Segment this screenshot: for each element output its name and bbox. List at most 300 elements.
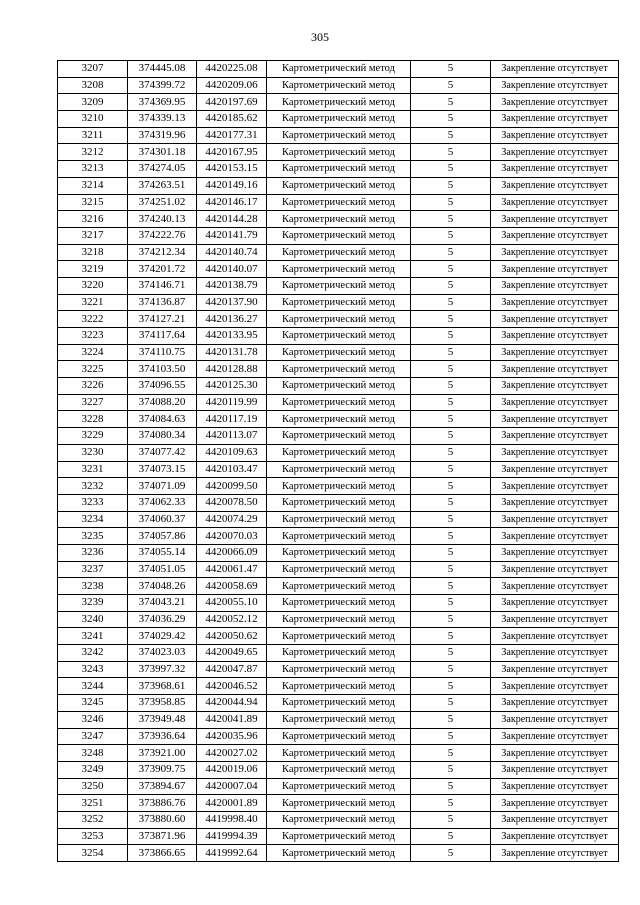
accuracy-cell: 5 bbox=[411, 461, 491, 478]
x-coordinate-cell: 374263.51 bbox=[128, 177, 197, 194]
point-number-cell: 3226 bbox=[58, 378, 128, 395]
table-row bbox=[58, 595, 619, 612]
point-number-cell: 3254 bbox=[58, 845, 128, 862]
y-coordinate-cell: 4420103.47 bbox=[197, 461, 267, 478]
method-cell: Картометрический метод bbox=[267, 628, 411, 645]
x-coordinate-cell: 374127.21 bbox=[128, 311, 197, 328]
point-number-cell: 3231 bbox=[58, 461, 128, 478]
fixation-cell: Закрепление отсутствует bbox=[491, 678, 619, 695]
fixation-cell: Закрепление отсутствует bbox=[491, 444, 619, 461]
point-number-cell: 3246 bbox=[58, 711, 128, 728]
table-row bbox=[58, 494, 619, 511]
table-row bbox=[58, 611, 619, 628]
point-number-cell: 3243 bbox=[58, 661, 128, 678]
y-coordinate-cell: 4420185.62 bbox=[197, 111, 267, 128]
x-coordinate-cell: 374051.05 bbox=[128, 561, 197, 578]
y-coordinate-cell: 4420019.06 bbox=[197, 761, 267, 778]
y-coordinate-cell: 4420141.79 bbox=[197, 227, 267, 244]
y-coordinate-cell: 4420153.15 bbox=[197, 161, 267, 178]
y-coordinate-cell: 4419992.64 bbox=[197, 845, 267, 862]
point-number-cell: 3241 bbox=[58, 628, 128, 645]
fixation-cell: Закрепление отсутствует bbox=[491, 795, 619, 812]
point-number-cell: 3222 bbox=[58, 311, 128, 328]
method-cell: Картометрический метод bbox=[267, 194, 411, 211]
table-row bbox=[58, 795, 619, 812]
method-cell: Картометрический метод bbox=[267, 795, 411, 812]
point-number-cell: 3212 bbox=[58, 144, 128, 161]
table-row bbox=[58, 211, 619, 228]
x-coordinate-cell: 374251.02 bbox=[128, 194, 197, 211]
point-number-cell: 3230 bbox=[58, 444, 128, 461]
method-cell: Картометрический метод bbox=[267, 578, 411, 595]
table-row bbox=[58, 828, 619, 845]
y-coordinate-cell: 4420058.69 bbox=[197, 578, 267, 595]
point-number-cell: 3248 bbox=[58, 745, 128, 762]
x-coordinate-cell: 374369.95 bbox=[128, 94, 197, 111]
point-number-cell: 3233 bbox=[58, 494, 128, 511]
table-row bbox=[58, 378, 619, 395]
accuracy-cell: 5 bbox=[411, 161, 491, 178]
accuracy-cell: 5 bbox=[411, 227, 491, 244]
point-number-cell: 3245 bbox=[58, 695, 128, 712]
y-coordinate-cell: 4420133.95 bbox=[197, 328, 267, 345]
accuracy-cell: 5 bbox=[411, 394, 491, 411]
y-coordinate-cell: 4420044.94 bbox=[197, 695, 267, 712]
method-cell: Картометрический метод bbox=[267, 311, 411, 328]
method-cell: Картометрический метод bbox=[267, 845, 411, 862]
point-number-cell: 3234 bbox=[58, 511, 128, 528]
fixation-cell: Закрепление отсутствует bbox=[491, 378, 619, 395]
fixation-cell: Закрепление отсутствует bbox=[491, 778, 619, 795]
x-coordinate-cell: 373958.85 bbox=[128, 695, 197, 712]
method-cell: Картометрический метод bbox=[267, 661, 411, 678]
method-cell: Картометрический метод bbox=[267, 144, 411, 161]
y-coordinate-cell: 4420209.06 bbox=[197, 77, 267, 94]
point-number-cell: 3218 bbox=[58, 244, 128, 261]
point-number-cell: 3208 bbox=[58, 77, 128, 94]
method-cell: Картометрический метод bbox=[267, 328, 411, 345]
x-coordinate-cell: 374096.55 bbox=[128, 378, 197, 395]
fixation-cell: Закрепление отсутствует bbox=[491, 544, 619, 561]
accuracy-cell: 5 bbox=[411, 494, 491, 511]
point-number-cell: 3213 bbox=[58, 161, 128, 178]
table-row bbox=[58, 227, 619, 244]
x-coordinate-cell: 374212.34 bbox=[128, 244, 197, 261]
fixation-cell: Закрепление отсутствует bbox=[491, 311, 619, 328]
point-number-cell: 3221 bbox=[58, 294, 128, 311]
table-row bbox=[58, 344, 619, 361]
accuracy-cell: 5 bbox=[411, 194, 491, 211]
fixation-cell: Закрепление отсутствует bbox=[491, 628, 619, 645]
method-cell: Картометрический метод bbox=[267, 461, 411, 478]
point-number-cell: 3228 bbox=[58, 411, 128, 428]
point-number-cell: 3238 bbox=[58, 578, 128, 595]
fixation-cell: Закрепление отсутствует bbox=[491, 828, 619, 845]
point-number-cell: 3211 bbox=[58, 127, 128, 144]
fixation-cell: Закрепление отсутствует bbox=[491, 428, 619, 445]
point-number-cell: 3242 bbox=[58, 645, 128, 662]
method-cell: Картометрический метод bbox=[267, 494, 411, 511]
fixation-cell: Закрепление отсутствует bbox=[491, 127, 619, 144]
x-coordinate-cell: 373968.61 bbox=[128, 678, 197, 695]
x-coordinate-cell: 374240.13 bbox=[128, 211, 197, 228]
table-row bbox=[58, 528, 619, 545]
y-coordinate-cell: 4419994.39 bbox=[197, 828, 267, 845]
accuracy-cell: 5 bbox=[411, 595, 491, 612]
table-row bbox=[58, 411, 619, 428]
point-number-cell: 3215 bbox=[58, 194, 128, 211]
y-coordinate-cell: 4420049.65 bbox=[197, 645, 267, 662]
accuracy-cell: 5 bbox=[411, 745, 491, 762]
x-coordinate-cell: 374399.72 bbox=[128, 77, 197, 94]
accuracy-cell: 5 bbox=[411, 795, 491, 812]
y-coordinate-cell: 4420050.62 bbox=[197, 628, 267, 645]
point-number-cell: 3227 bbox=[58, 394, 128, 411]
fixation-cell: Закрепление отсутствует bbox=[491, 161, 619, 178]
fixation-cell: Закрепление отсутствует bbox=[491, 244, 619, 261]
y-coordinate-cell: 4420137.90 bbox=[197, 294, 267, 311]
accuracy-cell: 5 bbox=[411, 528, 491, 545]
accuracy-cell: 5 bbox=[411, 695, 491, 712]
x-coordinate-cell: 373871.96 bbox=[128, 828, 197, 845]
x-coordinate-cell: 374077.42 bbox=[128, 444, 197, 461]
x-coordinate-cell: 373909.75 bbox=[128, 761, 197, 778]
table-row bbox=[58, 428, 619, 445]
point-number-cell: 3244 bbox=[58, 678, 128, 695]
table-row bbox=[58, 695, 619, 712]
method-cell: Картометрический метод bbox=[267, 361, 411, 378]
x-coordinate-cell: 373936.64 bbox=[128, 728, 197, 745]
method-cell: Картометрический метод bbox=[267, 111, 411, 128]
fixation-cell: Закрепление отсутствует bbox=[491, 511, 619, 528]
fixation-cell: Закрепление отсутствует bbox=[491, 661, 619, 678]
point-number-cell: 3237 bbox=[58, 561, 128, 578]
fixation-cell: Закрепление отсутствует bbox=[491, 294, 619, 311]
fixation-cell: Закрепление отсутствует bbox=[491, 261, 619, 278]
x-coordinate-cell: 374062.33 bbox=[128, 494, 197, 511]
fixation-cell: Закрепление отсутствует bbox=[491, 494, 619, 511]
accuracy-cell: 5 bbox=[411, 344, 491, 361]
accuracy-cell: 5 bbox=[411, 177, 491, 194]
method-cell: Картометрический метод bbox=[267, 778, 411, 795]
method-cell: Картометрический метод bbox=[267, 811, 411, 828]
method-cell: Картометрический метод bbox=[267, 294, 411, 311]
y-coordinate-cell: 4420052.12 bbox=[197, 611, 267, 628]
x-coordinate-cell: 374055.14 bbox=[128, 544, 197, 561]
y-coordinate-cell: 4420074.29 bbox=[197, 511, 267, 528]
method-cell: Картометрический метод bbox=[267, 428, 411, 445]
x-coordinate-cell: 374222.76 bbox=[128, 227, 197, 244]
x-coordinate-cell: 374060.37 bbox=[128, 511, 197, 528]
table-row bbox=[58, 61, 619, 78]
accuracy-cell: 5 bbox=[411, 778, 491, 795]
point-number-cell: 3209 bbox=[58, 94, 128, 111]
table-row bbox=[58, 194, 619, 211]
accuracy-cell: 5 bbox=[411, 678, 491, 695]
table-row bbox=[58, 578, 619, 595]
accuracy-cell: 5 bbox=[411, 478, 491, 495]
x-coordinate-cell: 373880.60 bbox=[128, 811, 197, 828]
accuracy-cell: 5 bbox=[411, 111, 491, 128]
point-number-cell: 3235 bbox=[58, 528, 128, 545]
accuracy-cell: 5 bbox=[411, 127, 491, 144]
point-number-cell: 3253 bbox=[58, 828, 128, 845]
fixation-cell: Закрепление отсутствует bbox=[491, 611, 619, 628]
accuracy-cell: 5 bbox=[411, 378, 491, 395]
point-number-cell: 3216 bbox=[58, 211, 128, 228]
x-coordinate-cell: 373894.67 bbox=[128, 778, 197, 795]
y-coordinate-cell: 4420046.52 bbox=[197, 678, 267, 695]
x-coordinate-cell: 374048.26 bbox=[128, 578, 197, 595]
y-coordinate-cell: 4420113.07 bbox=[197, 428, 267, 445]
accuracy-cell: 5 bbox=[411, 328, 491, 345]
y-coordinate-cell: 4420066.09 bbox=[197, 544, 267, 561]
y-coordinate-cell: 4420140.07 bbox=[197, 261, 267, 278]
x-coordinate-cell: 373997.32 bbox=[128, 661, 197, 678]
fixation-cell: Закрепление отсутствует bbox=[491, 761, 619, 778]
accuracy-cell: 5 bbox=[411, 711, 491, 728]
fixation-cell: Закрепление отсутствует bbox=[491, 461, 619, 478]
accuracy-cell: 5 bbox=[411, 561, 491, 578]
fixation-cell: Закрепление отсутствует bbox=[491, 711, 619, 728]
y-coordinate-cell: 4420041.89 bbox=[197, 711, 267, 728]
method-cell: Картометрический метод bbox=[267, 394, 411, 411]
table-row bbox=[58, 161, 619, 178]
y-coordinate-cell: 4420055.10 bbox=[197, 595, 267, 612]
y-coordinate-cell: 4420119.99 bbox=[197, 394, 267, 411]
point-number-cell: 3220 bbox=[58, 277, 128, 294]
x-coordinate-cell: 374136.87 bbox=[128, 294, 197, 311]
x-coordinate-cell: 374036.29 bbox=[128, 611, 197, 628]
table-row bbox=[58, 94, 619, 111]
x-coordinate-cell: 374117.64 bbox=[128, 328, 197, 345]
accuracy-cell: 5 bbox=[411, 845, 491, 862]
point-number-cell: 3225 bbox=[58, 361, 128, 378]
accuracy-cell: 5 bbox=[411, 628, 491, 645]
method-cell: Картометрический метод bbox=[267, 711, 411, 728]
y-coordinate-cell: 4419998.40 bbox=[197, 811, 267, 828]
y-coordinate-cell: 4420131.78 bbox=[197, 344, 267, 361]
x-coordinate-cell: 374301.18 bbox=[128, 144, 197, 161]
point-number-cell: 3236 bbox=[58, 544, 128, 561]
fixation-cell: Закрепление отсутствует bbox=[491, 328, 619, 345]
table-row bbox=[58, 277, 619, 294]
accuracy-cell: 5 bbox=[411, 94, 491, 111]
x-coordinate-cell: 374339.13 bbox=[128, 111, 197, 128]
method-cell: Картометрический метод bbox=[267, 177, 411, 194]
table-row bbox=[58, 261, 619, 278]
table-row bbox=[58, 778, 619, 795]
method-cell: Картометрический метод bbox=[267, 94, 411, 111]
accuracy-cell: 5 bbox=[411, 294, 491, 311]
accuracy-cell: 5 bbox=[411, 828, 491, 845]
y-coordinate-cell: 4420109.63 bbox=[197, 444, 267, 461]
fixation-cell: Закрепление отсутствует bbox=[491, 528, 619, 545]
method-cell: Картометрический метод bbox=[267, 678, 411, 695]
fixation-cell: Закрепление отсутствует bbox=[491, 277, 619, 294]
fixation-cell: Закрепление отсутствует bbox=[491, 478, 619, 495]
y-coordinate-cell: 4420007.04 bbox=[197, 778, 267, 795]
method-cell: Картометрический метод bbox=[267, 244, 411, 261]
x-coordinate-cell: 374073.15 bbox=[128, 461, 197, 478]
accuracy-cell: 5 bbox=[411, 645, 491, 662]
accuracy-cell: 5 bbox=[411, 444, 491, 461]
point-number-cell: 3217 bbox=[58, 227, 128, 244]
accuracy-cell: 5 bbox=[411, 728, 491, 745]
fixation-cell: Закрепление отсутствует bbox=[491, 361, 619, 378]
y-coordinate-cell: 4420146.17 bbox=[197, 194, 267, 211]
table-row bbox=[58, 661, 619, 678]
method-cell: Картометрический метод bbox=[267, 761, 411, 778]
point-number-cell: 3223 bbox=[58, 328, 128, 345]
accuracy-cell: 5 bbox=[411, 661, 491, 678]
y-coordinate-cell: 4420061.47 bbox=[197, 561, 267, 578]
y-coordinate-cell: 4420117.19 bbox=[197, 411, 267, 428]
point-number-cell: 3214 bbox=[58, 177, 128, 194]
fixation-cell: Закрепление отсутствует bbox=[491, 94, 619, 111]
method-cell: Картометрический метод bbox=[267, 127, 411, 144]
table-row bbox=[58, 244, 619, 261]
accuracy-cell: 5 bbox=[411, 578, 491, 595]
y-coordinate-cell: 4420140.74 bbox=[197, 244, 267, 261]
method-cell: Картометрический метод bbox=[267, 745, 411, 762]
table-row bbox=[58, 544, 619, 561]
point-number-cell: 3232 bbox=[58, 478, 128, 495]
fixation-cell: Закрепление отсутствует bbox=[491, 811, 619, 828]
point-number-cell: 3229 bbox=[58, 428, 128, 445]
fixation-cell: Закрепление отсутствует bbox=[491, 194, 619, 211]
accuracy-cell: 5 bbox=[411, 77, 491, 94]
fixation-cell: Закрепление отсутствует bbox=[491, 394, 619, 411]
coordinates-table bbox=[57, 60, 619, 862]
point-number-cell: 3247 bbox=[58, 728, 128, 745]
y-coordinate-cell: 4420001.89 bbox=[197, 795, 267, 812]
method-cell: Картометрический метод bbox=[267, 528, 411, 545]
accuracy-cell: 5 bbox=[411, 277, 491, 294]
x-coordinate-cell: 374103.50 bbox=[128, 361, 197, 378]
method-cell: Картометрический метод bbox=[267, 77, 411, 94]
x-coordinate-cell: 374023.03 bbox=[128, 645, 197, 662]
fixation-cell: Закрепление отсутствует bbox=[491, 845, 619, 862]
y-coordinate-cell: 4420144.28 bbox=[197, 211, 267, 228]
accuracy-cell: 5 bbox=[411, 144, 491, 161]
fixation-cell: Закрепление отсутствует bbox=[491, 695, 619, 712]
method-cell: Картометрический метод bbox=[267, 378, 411, 395]
fixation-cell: Закрепление отсутствует bbox=[491, 645, 619, 662]
fixation-cell: Закрепление отсутствует bbox=[491, 561, 619, 578]
method-cell: Картометрический метод bbox=[267, 227, 411, 244]
fixation-cell: Закрепление отсутствует bbox=[491, 211, 619, 228]
point-number-cell: 3210 bbox=[58, 111, 128, 128]
accuracy-cell: 5 bbox=[411, 311, 491, 328]
y-coordinate-cell: 4420047.87 bbox=[197, 661, 267, 678]
y-coordinate-cell: 4420136.27 bbox=[197, 311, 267, 328]
x-coordinate-cell: 374110.75 bbox=[128, 344, 197, 361]
point-number-cell: 3207 bbox=[58, 61, 128, 78]
x-coordinate-cell: 374445.08 bbox=[128, 61, 197, 78]
fixation-cell: Закрепление отсутствует bbox=[491, 77, 619, 94]
table-row bbox=[58, 645, 619, 662]
method-cell: Картометрический метод bbox=[267, 595, 411, 612]
accuracy-cell: 5 bbox=[411, 361, 491, 378]
table-row bbox=[58, 111, 619, 128]
table-row bbox=[58, 77, 619, 94]
method-cell: Картометрический метод bbox=[267, 444, 411, 461]
fixation-cell: Закрепление отсутствует bbox=[491, 344, 619, 361]
method-cell: Картометрический метод bbox=[267, 611, 411, 628]
table-row bbox=[58, 561, 619, 578]
fixation-cell: Закрепление отсутствует bbox=[491, 61, 619, 78]
table-row bbox=[58, 311, 619, 328]
point-number-cell: 3250 bbox=[58, 778, 128, 795]
point-number-cell: 3249 bbox=[58, 761, 128, 778]
x-coordinate-cell: 374043.21 bbox=[128, 595, 197, 612]
accuracy-cell: 5 bbox=[411, 511, 491, 528]
y-coordinate-cell: 4420177.31 bbox=[197, 127, 267, 144]
fixation-cell: Закрепление отсутствует bbox=[491, 177, 619, 194]
fixation-cell: Закрепление отсутствует bbox=[491, 111, 619, 128]
table-row bbox=[58, 511, 619, 528]
table-row bbox=[58, 444, 619, 461]
table-row bbox=[58, 294, 619, 311]
point-number-cell: 3239 bbox=[58, 595, 128, 612]
y-coordinate-cell: 4420149.16 bbox=[197, 177, 267, 194]
table-row bbox=[58, 678, 619, 695]
method-cell: Картометрический метод bbox=[267, 478, 411, 495]
x-coordinate-cell: 374029.42 bbox=[128, 628, 197, 645]
fixation-cell: Закрепление отсутствует bbox=[491, 595, 619, 612]
x-coordinate-cell: 374084.63 bbox=[128, 411, 197, 428]
table-row bbox=[58, 127, 619, 144]
method-cell: Картометрический метод bbox=[267, 261, 411, 278]
x-coordinate-cell: 374319.96 bbox=[128, 127, 197, 144]
x-coordinate-cell: 374088.20 bbox=[128, 394, 197, 411]
method-cell: Картометрический метод bbox=[267, 61, 411, 78]
method-cell: Картометрический метод bbox=[267, 344, 411, 361]
method-cell: Картометрический метод bbox=[267, 695, 411, 712]
y-coordinate-cell: 4420099.50 bbox=[197, 478, 267, 495]
accuracy-cell: 5 bbox=[411, 811, 491, 828]
y-coordinate-cell: 4420197.69 bbox=[197, 94, 267, 111]
fixation-cell: Закрепление отсутствует bbox=[491, 745, 619, 762]
coordinates-table-body bbox=[58, 61, 619, 862]
x-coordinate-cell: 374201.72 bbox=[128, 261, 197, 278]
y-coordinate-cell: 4420167.95 bbox=[197, 144, 267, 161]
y-coordinate-cell: 4420128.88 bbox=[197, 361, 267, 378]
x-coordinate-cell: 374080.34 bbox=[128, 428, 197, 445]
method-cell: Картометрический метод bbox=[267, 411, 411, 428]
point-number-cell: 3240 bbox=[58, 611, 128, 628]
table-row bbox=[58, 728, 619, 745]
fixation-cell: Закрепление отсутствует bbox=[491, 227, 619, 244]
x-coordinate-cell: 374146.71 bbox=[128, 277, 197, 294]
y-coordinate-cell: 4420035.96 bbox=[197, 728, 267, 745]
fixation-cell: Закрепление отсутствует bbox=[491, 728, 619, 745]
fixation-cell: Закрепление отсутствует bbox=[491, 411, 619, 428]
method-cell: Картометрический метод bbox=[267, 828, 411, 845]
x-coordinate-cell: 374274.05 bbox=[128, 161, 197, 178]
table-row bbox=[58, 811, 619, 828]
accuracy-cell: 5 bbox=[411, 411, 491, 428]
table-row bbox=[58, 711, 619, 728]
method-cell: Картометрический метод bbox=[267, 561, 411, 578]
x-coordinate-cell: 373886.76 bbox=[128, 795, 197, 812]
table-row bbox=[58, 845, 619, 862]
y-coordinate-cell: 4420138.79 bbox=[197, 277, 267, 294]
table-row bbox=[58, 144, 619, 161]
accuracy-cell: 5 bbox=[411, 61, 491, 78]
accuracy-cell: 5 bbox=[411, 761, 491, 778]
